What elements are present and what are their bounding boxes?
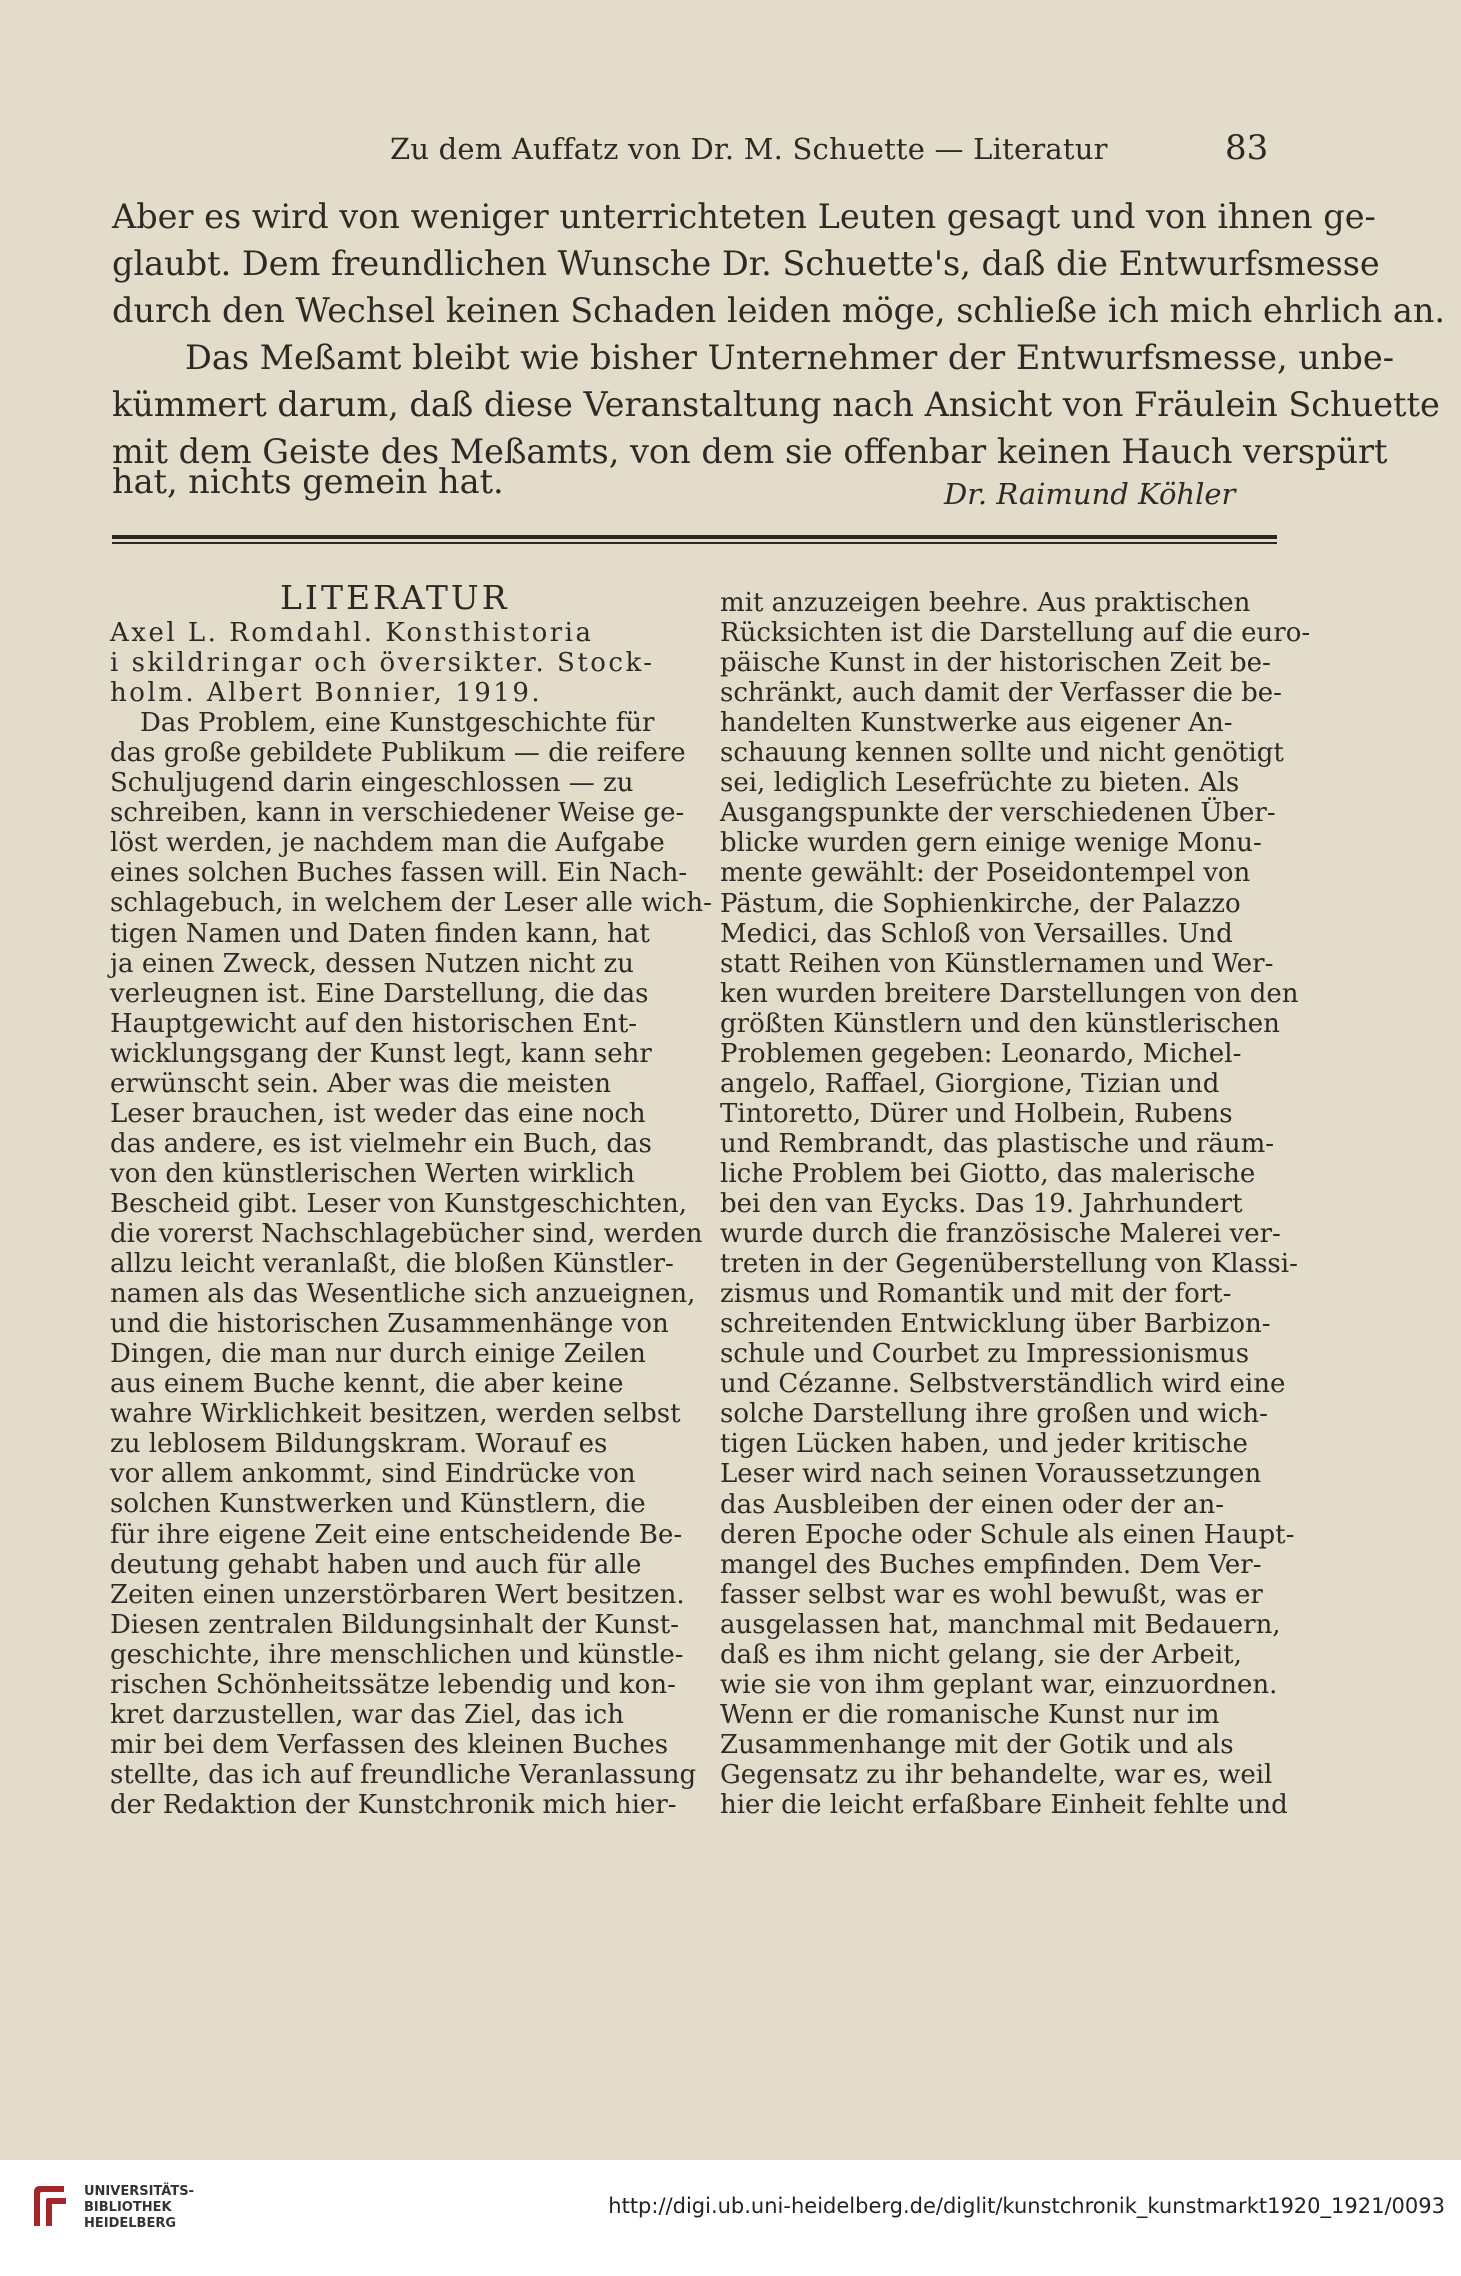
section-title: LITERATUR xyxy=(280,578,510,617)
text-line: wicklungsgang der Kunst legt, kann sehr xyxy=(110,1039,652,1069)
text-line: treten in der Gegenüberstellung von Klassi- xyxy=(720,1249,1298,1279)
text-line: blicke wurden gern einige wenige Monu- xyxy=(720,828,1262,858)
text-line: allzu leicht veranlaßt, die bloßen Künstler- xyxy=(110,1249,674,1279)
text-line: erwünscht sein. Aber was die meisten xyxy=(110,1069,611,1099)
text-line: löst werden, je nachdem man die Aufgabe xyxy=(110,828,665,858)
text-line: kümmert darum, daß diese Veranstaltung nach Ansicht von Fräulein Schuette xyxy=(112,385,1440,424)
text-line: Zusammenhange mit der Gotik und als xyxy=(720,1730,1234,1760)
text-line: handelten Kunstwerke aus eigener An- xyxy=(720,708,1233,738)
text-line: Diesen zentralen Bildungsinhalt der Kunst- xyxy=(110,1610,680,1640)
text-line: schreitenden Entwicklung über Barbizon- xyxy=(720,1309,1271,1339)
text-line: angelo, Raffael, Giorgione, Tizian und xyxy=(720,1069,1220,1099)
text-line: Hauptgewicht auf den historischen Ent- xyxy=(110,1009,638,1039)
library-name-line: HEIDELBERG xyxy=(84,2216,177,2231)
text-line: Leser brauchen, ist weder das eine noch xyxy=(110,1099,646,1129)
page-number: 83 xyxy=(1225,128,1269,168)
text-line: solchen Kunstwerken und Künstlern, die xyxy=(110,1489,646,1519)
library-logo-icon xyxy=(30,2182,70,2230)
text-line: statt Reihen von Künstlernamen und Wer- xyxy=(720,949,1274,979)
text-line: Problemen gegeben: Leonardo, Michel- xyxy=(720,1039,1242,1069)
text-line: stellte, das ich auf freundliche Veranlassung xyxy=(110,1760,697,1790)
book-citation-line: i skildringar och översikter. Stock- xyxy=(110,648,655,678)
text-line: eines solchen Buches fassen will. Ein Nach- xyxy=(110,858,688,888)
text-line: mir bei dem Verfassen des kleinen Buches xyxy=(110,1730,669,1760)
text-line: Bescheid gibt. Leser von Kunstgeschichten, xyxy=(110,1189,688,1219)
text-line: und Rembrandt, das plastische und räum- xyxy=(720,1129,1275,1159)
text-line: ja einen Zweck, dessen Nutzen nicht zu xyxy=(110,949,634,979)
text-line: Medici, das Schloß von Versailles. Und xyxy=(720,919,1233,949)
text-line: hier die leicht erfaßbare Einheit fehlte und xyxy=(720,1790,1288,1820)
book-citation-line: holm. Albert Bonnier, 1919. xyxy=(110,678,543,708)
text-line: Zeiten einen unzerstörbaren Wert besitzen. xyxy=(110,1580,685,1610)
text-line: ken wurden breitere Darstellungen von den xyxy=(720,979,1299,1009)
text-line: fasser selbst war es wohl bewußt, was er xyxy=(720,1580,1263,1610)
text-line: Pästum, die Sophienkirche, der Palazzo xyxy=(720,889,1241,919)
book-citation-line: Axel L. Romdahl. Konsthistoria xyxy=(110,618,594,648)
text-line: der Redaktion der Kunstchronik mich hier- xyxy=(110,1790,677,1820)
text-line: Wenn er die romanische Kunst nur im xyxy=(720,1700,1220,1730)
text-line: sei, lediglich Lesefrüchte zu bieten. Als xyxy=(720,768,1240,798)
text-line: das Ausbleiben der einen oder der an- xyxy=(720,1490,1225,1520)
text-line: bei den van Eycks. Das 19. Jahrhundert xyxy=(720,1189,1243,1219)
text-line: verleugnen ist. Eine Darstellung, die das xyxy=(110,979,649,1009)
text-line: solche Darstellung ihre großen und wich- xyxy=(720,1399,1268,1429)
text-line: mente gewählt: der Poseidontempel von xyxy=(720,858,1251,888)
text-line: und Cézanne. Selbstverständlich wird eine xyxy=(720,1369,1286,1399)
text-line: und die historischen Zusammenhänge von xyxy=(110,1309,669,1339)
text-line: rischen Schönheitssätze lebendig und kon- xyxy=(110,1670,676,1700)
text-line: wahre Wirklichkeit besitzen, werden selbst xyxy=(110,1399,681,1429)
text-line: hat, nichts gemein hat. xyxy=(112,462,504,501)
text-line: Das Problem, eine Kunstgeschichte für xyxy=(140,708,655,738)
text-line: daß es ihm nicht gelang, sie der Arbeit, xyxy=(720,1640,1242,1670)
text-line: mit anzuzeigen beehre. Aus praktischen xyxy=(720,588,1251,618)
running-head: Zu dem Auffatz von Dr. M. Schuette — Literatur xyxy=(390,132,1108,166)
text-line: vor allem ankommt, sind Eindrücke von xyxy=(110,1459,636,1489)
text-line: das andere, es ist vielmehr ein Buch, das xyxy=(110,1129,652,1159)
text-line: wurde durch die französische Malerei ver- xyxy=(720,1219,1281,1249)
source-url[interactable]: http://digi.ub.uni-heidelberg.de/diglit/kunstchronik_kunstmarkt1920_1921/0093 xyxy=(608,2194,1445,2218)
text-line: schränkt, auch damit der Verfasser die be- xyxy=(720,678,1282,708)
text-line: von den künstlerischen Werten wirklich xyxy=(110,1159,635,1189)
text-line: mangel des Buches empfinden. Dem Ver- xyxy=(720,1550,1262,1580)
library-name-line: UNIVERSITÄTS- xyxy=(84,2184,194,2199)
text-line: Gegensatz zu ihr behandelte, war es, weil xyxy=(720,1760,1273,1790)
library-name-line: BIBLIOTHEK xyxy=(84,2200,172,2215)
text-line: kret darzustellen, war das Ziel, das ich xyxy=(110,1700,624,1730)
text-line: das große gebildete Publikum — die reifere xyxy=(110,738,686,768)
text-line: Tintoretto, Dürer und Holbein, Rubens xyxy=(720,1099,1233,1129)
text-line: Das Meßamt bleibt wie bisher Unternehmer der Entwurfsmesse, unbe- xyxy=(185,338,1395,377)
text-line: liche Problem bei Giotto, das malerische xyxy=(720,1159,1256,1189)
text-line: geschichte, ihre menschlichen und künstle- xyxy=(110,1640,684,1670)
text-line: schule und Courbet zu Impressionismus xyxy=(720,1339,1250,1369)
text-line: tigen Lücken haben, und jeder kritische xyxy=(720,1429,1248,1459)
text-line: mit dem Geiste des Meßamts, von dem sie offenbar keinen Hauch verspürt xyxy=(112,432,1388,471)
text-line: aus einem Buche kennt, die aber keine xyxy=(110,1369,624,1399)
text-line: Rücksichten ist die Darstellung auf die euro- xyxy=(720,618,1311,648)
text-line: Aber es wird von weniger unterrichteten Leuten gesagt und von ihnen ge- xyxy=(112,197,1376,236)
text-line: ausgelassen hat, manchmal mit Bedauern, xyxy=(720,1610,1281,1640)
text-line: Schuljugend darin eingeschlossen — zu xyxy=(110,768,634,798)
text-line: Ausgangspunkte der verschiedenen Über- xyxy=(720,798,1276,828)
text-line: schlagebuch, in welchem der Leser alle wich- xyxy=(110,888,712,918)
text-line: Leser wird nach seinen Voraussetzungen xyxy=(720,1459,1262,1489)
text-line: schreiben, kann in verschiedener Weise ge- xyxy=(110,798,685,828)
text-line: tigen Namen und Daten finden kann, hat xyxy=(110,919,650,949)
divider-rule-thick xyxy=(112,535,1277,539)
text-line: wie sie von ihm geplant war, einzuordnen. xyxy=(720,1670,1278,1700)
text-line: größten Künstlern und den künstlerischen xyxy=(720,1009,1280,1039)
text-line: zismus und Romantik und mit der fort- xyxy=(720,1279,1232,1309)
text-line: für ihre eigene Zeit eine entscheidende Be- xyxy=(110,1520,683,1550)
text-line: namen als das Wesentliche sich anzueignen, xyxy=(110,1279,696,1309)
text-line: päische Kunst in der historischen Zeit be- xyxy=(720,648,1271,678)
text-line: schauung kennen sollte und nicht genötigt xyxy=(720,738,1284,768)
text-line: glaubt. Dem freundlichen Wunsche Dr. Schuette's, daß die Entwurfsmesse xyxy=(112,244,1380,283)
text-line: die vorerst Nachschlagebücher sind, werden xyxy=(110,1219,703,1249)
text-line: deren Epoche oder Schule als einen Haupt- xyxy=(720,1520,1295,1550)
text-line: Dingen, die man nur durch einige Zeilen xyxy=(110,1339,646,1369)
signature: Dr. Raimund Köhler xyxy=(944,477,1236,511)
text-line: deutung gehabt haben und auch für alle xyxy=(110,1550,642,1580)
text-line: durch den Wechsel keinen Schaden leiden möge, schließe ich mich ehrlich an. xyxy=(112,291,1446,330)
text-line: zu leblosem Bildungskram. Worauf es xyxy=(110,1429,608,1459)
divider-rule-thin xyxy=(112,542,1277,544)
